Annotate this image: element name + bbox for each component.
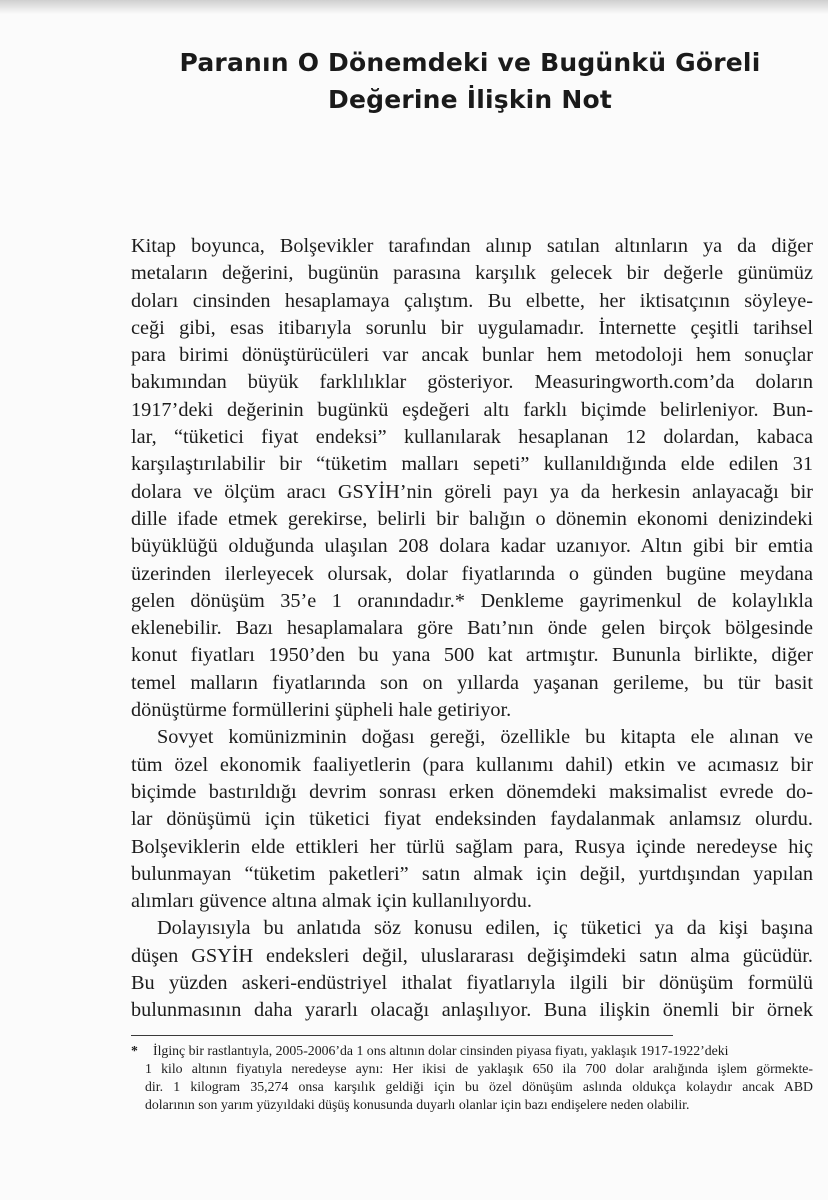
page-top-shadow — [0, 0, 828, 14]
footnote-line: dir. 1 kilogram 35,274 onsa karşılık geldiği için bu özel dönüşüm aslında oldukça kolaydır ancak ABD — [145, 1079, 813, 1094]
text-line: 1917’deki değerinin bugünkü eşdeğeri altı farklı biçimde belirleniyor. Bun- — [131, 398, 813, 421]
text-line: Sovyet komünizminin doğası gereği, özellikle bu kitapta ele alınan ve — [157, 726, 813, 749]
body-text — [131, 233, 813, 1025]
text-line: tüm özel ekonomik faaliyetlerin (para kullanımı dahil) etkin ve acımasız bir — [131, 753, 813, 776]
paragraph-3 — [131, 915, 813, 1024]
footnote-marker: * — [131, 1043, 138, 1058]
text-line: büyüklüğü olduğunda ulaşılan 208 dolara kadar uzanıyor. Altın gibi bir emtia — [131, 535, 813, 558]
footnote-divider — [131, 1035, 673, 1036]
text-line: Bolşeviklerin elde ettikleri her türlü sağlam para, Rusya içinde neredeyse hiç — [131, 835, 813, 858]
text-line: ceği gibi, esas itibarıyla sorunlu bir uygulamadır. İnternette çeşitli tarihsel — [131, 316, 813, 339]
footnote-line: 1 kilo altının fiyatıyla neredeyse aynı: Her ikisi de yaklaşık 650 ila 700 dolar aralığında işlem görmekte- — [145, 1061, 813, 1076]
text-line: Dolayısıyla bu anlatıda söz konusu edilen, iç tüketici ya da kişi başına — [157, 917, 813, 940]
text-line-with-footnote-ref: gelen dönüşüm 35’e 1 oranındadır.* Denkleme gayrimenkul de kolaylıkla — [131, 589, 813, 612]
paragraph-2 — [131, 724, 813, 915]
text-line: dolara ve ölçüm aracı GSYİH’nin göreli payı ya da herkesin anlayacağı bir — [131, 480, 813, 503]
page-title — [130, 44, 810, 118]
text-line: karşılaştırılabilir bir “tüketim malları sepeti” kullanıldığında elde edilen 31 — [131, 453, 813, 476]
text-line: konut fiyatları 1950’den bu yana 500 kat artmıştır. Bununla birlikte, diğer — [131, 644, 813, 667]
text-line: dille ifade etmek gerekirse, belirli bir balığın o dönemin ekonomi denizindeki — [131, 507, 813, 530]
text-line: üzerinden ilerleyecek olursak, dolar fiyatlarında o günden bugüne meydana — [131, 562, 813, 585]
title-line-2: Değerine İlişkin Not — [328, 85, 612, 114]
text-line: bulunmayan “tüketim paketleri” satın almak için değil, yurtdışından yapılan — [131, 862, 813, 885]
paragraph-1 — [131, 233, 813, 724]
text-line: para birimi dönüştürücüleri var ancak bunlar hem metodoloji hem sonuçlar — [131, 344, 813, 367]
text-line: alımları güvence altına almak için kullanılıyordu. — [131, 890, 532, 913]
text-line: dönüştürme formüllerini şüpheli hale getiriyor. — [131, 699, 512, 722]
text-line: eklenebilir. Bazı hesaplamalara göre Batı’nın önde gelen birçok bölgesinde — [131, 617, 813, 640]
text-line: lar dönüşümü için tüketici fiyat endeksinden faydalanmak anlamsız olurdu. — [131, 808, 813, 831]
text-line: bakımından büyük farklılıklar gösteriyor. Measuringworth.com’da doların — [131, 371, 813, 394]
text-line: biçimde bastırıldığı devrim sonrası erken dönemdeki maksimalist evrede do- — [131, 780, 813, 803]
text-line: doları cinsinden hesaplamaya çalıştım. Bu elbette, her iktisatçının söyleye- — [131, 289, 813, 312]
text-line: Kitap boyunca, Bolşevikler tarafından alınıp satılan altınların ya da diğer — [131, 235, 813, 257]
footnote-text: İlginç bir rastlantıyla, 2005-2006’da 1 ons altının dolar cinsinden piyasa fiyatı, yaklaşık 1917-1922’deki — [153, 1043, 729, 1058]
footnote-line — [131, 1042, 813, 1060]
text-line: düşen GSYİH endeksleri değil, uluslararası değişimdeki satın alma gücüdür. — [131, 944, 813, 967]
footnote — [131, 1042, 813, 1114]
text-line: Bu yüzden askeri-endüstriyel ithalat fiyatlarıyla ilgili bir dönüşüm formülü — [131, 972, 813, 995]
text-line: temel malların fiyatlarında son on yıllarda yaşanan gerileme, bu tür basit — [131, 671, 813, 694]
footnote-line: dolarının son yarım yüzyıldaki düşüş konusunda duyarlı olanlar için bazı endişelere neden olabilir. — [145, 1097, 690, 1112]
text-line: lar, “tüketici fiyat endeksi” kullanılarak hesaplanan 12 dolardan, kabaca — [131, 426, 813, 449]
text-line: metaların değerini, bugünün parasına karşılık gelecek bir değerle günümüz — [131, 262, 813, 285]
title-line-1: Paranın O Dönemdeki ve Bugünkü Göreli — [179, 48, 761, 77]
text-line: bulunmasının daha yararlı olacağı anlaşılıyor. Buna ilişkin önemli bir örnek — [131, 999, 813, 1022]
